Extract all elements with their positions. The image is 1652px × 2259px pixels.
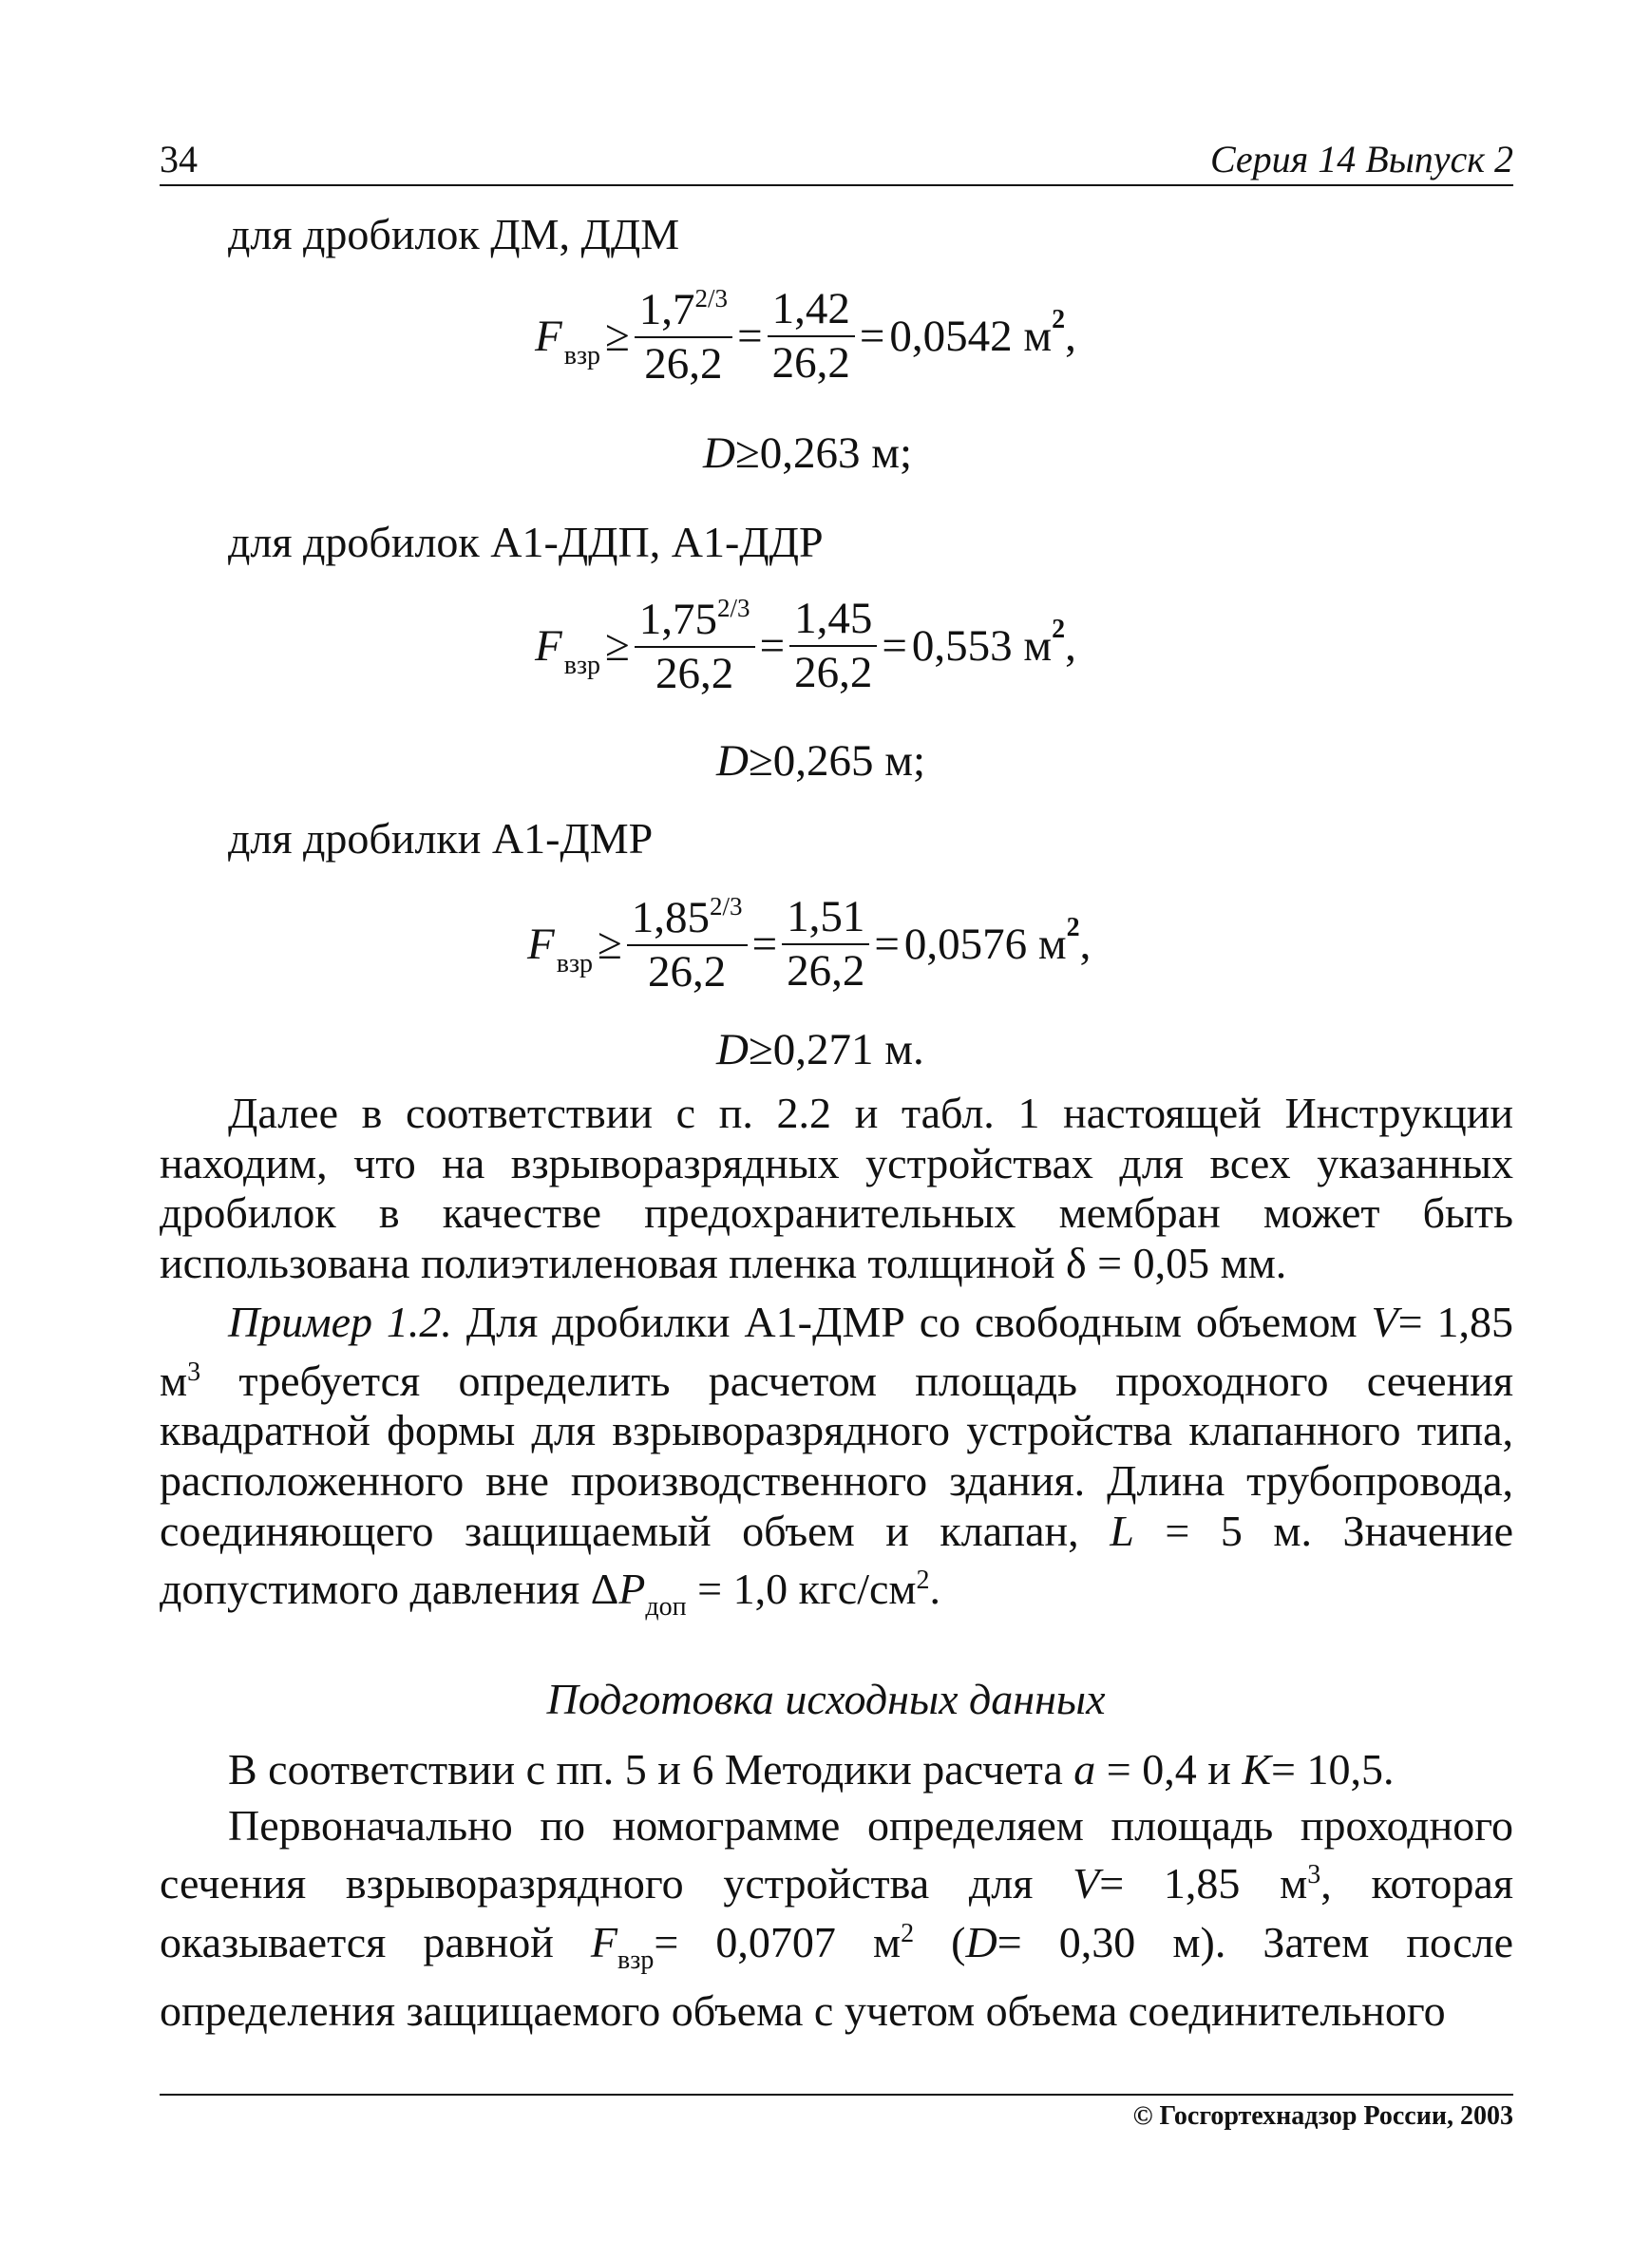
footer-divider — [160, 2094, 1513, 2096]
header-divider — [160, 184, 1513, 186]
diameter-1: D≥0,263 м; — [703, 428, 913, 478]
formula-result: 0,553 м $^2$ , — [911, 615, 1076, 672]
fraction: $\frac{1,51}{26,2}$ — [782, 894, 869, 996]
formula-label-1: для дробилок ДМ, ДДМ — [228, 210, 680, 258]
copyright-notice: © Госгортехнадзор России, 2003 — [1132, 2101, 1513, 2131]
example-title: Пример 1.2. — [228, 1297, 452, 1346]
fraction: $\frac{1,45}{26,2}$ — [789, 596, 877, 697]
formula-lhs: $F_{взр}$ — [535, 621, 600, 681]
paragraph-coefficients: В соответствии с пп. 5 и 6 Методики расчета a = 0,4 и K= 10,5. — [228, 1745, 1395, 1794]
fraction: $\frac{1,75^{2/3}}{26,2}$ — [635, 595, 755, 698]
paragraph-example: Пример 1.2. Для дробилки А1-ДМР со свободным объемом V= 1,85 $м^3$ требуется определить расчетом площадь проходного сечения квадратной формы для взрыворазрядного устройства клапанного типа, расположенного вне производственного здания. Длина трубопровода, соединяющего защищаемый объем и клапан, L = 5 м. Значение допустимого давления $\Delta P_{доп} = 1,0$ кгс/$см^2$. — [160, 1297, 1513, 1623]
body-text-1 — [160, 1089, 1513, 1633]
diameter-2: D≥0,265 м; — [716, 736, 926, 786]
page-number: 34 — [160, 138, 198, 180]
formula-lhs: $F_{взр}$ — [535, 312, 600, 371]
formula-result: 0,0542 м $^2$ , — [889, 305, 1076, 362]
paragraph-nomogram: Первоначально по номограмме определяем площадь проходного сечения взрыворазрядного устройства для V= 1,85 $м^3$, которая оказывается равной $F_{взр}= 0,0707$ $м^2$ (D= 0,30 м). Затем после определения защищаемого объема с учетом объема соединительного — [160, 1800, 1513, 2035]
paragraph-conclusion: Далее в соответствии с п. 2.2 и табл. 1 настоящей Инструкции находим, что на взрыворазрядных устройствах для всех указанных дробилок в качестве предохранительных мембран может быть использована полиэтиленовая пленка толщиной δ = 0,05 мм. — [160, 1089, 1513, 1288]
formula-2: $F_{взр}$ ≥ $\frac{1,75^{2/3}}{26,2}$ = $\frac{1,45}{26,2}$ = 0,553 м $^2$ , — [535, 594, 1076, 699]
diameter-3: D≥0,271 м. — [716, 1025, 924, 1074]
formula-label-2: для дробилок А1-ДДП, А1-ДДР — [228, 518, 824, 566]
series-title: Серия 14 Выпуск 2 — [1209, 138, 1513, 180]
formula-result: 0,0576 м $^2$ , — [903, 913, 1092, 970]
body-text-2 — [160, 1745, 1513, 2037]
fraction: $\frac{1,42}{26,2}$ — [768, 286, 855, 388]
formula-3: $F_{взр}$ ≥ $\frac{1,85^{2/3}}{26,2}$ = $\frac{1,51}{26,2}$ = 0,0576 м $^2$ , — [527, 892, 1092, 997]
formula-label-3: для дробилки А1-ДМР — [228, 814, 654, 863]
section-heading: Подготовка исходных данных — [546, 1675, 1106, 1723]
fraction: $\frac{1,7^{2/3}}{26,2}$ — [635, 285, 732, 389]
formula-1: $F_{взр}$ ≥ $\frac{1,7^{2/3}}{26,2}$ = $\frac{1,42}{26,2}$ = 0,0542 м $^2$ , — [535, 284, 1076, 389]
formula-lhs: $F_{взр}$ — [527, 920, 593, 979]
fraction: $\frac{1,85^{2/3}}{26,2}$ — [627, 893, 748, 997]
